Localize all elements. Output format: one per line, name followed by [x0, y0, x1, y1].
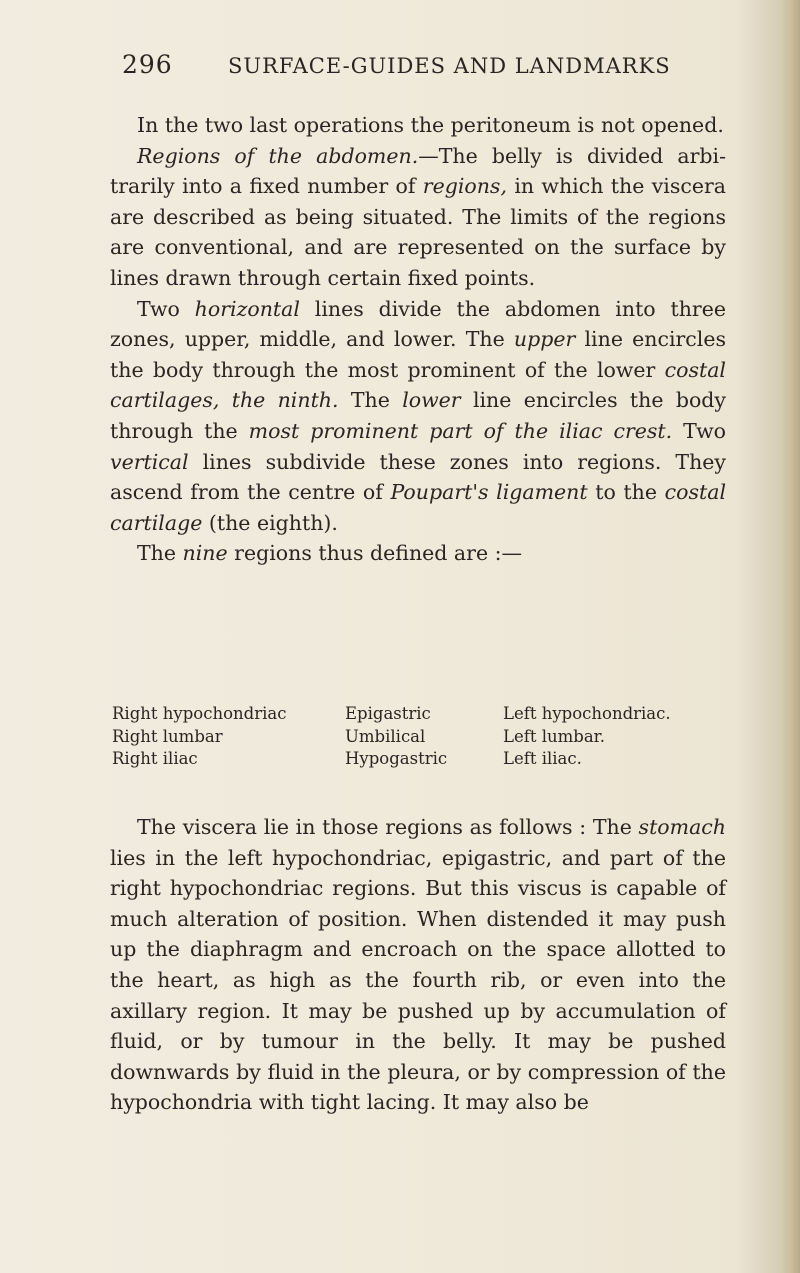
text-run: lines subdivide these zones into regions. They ascend from the centre of	[110, 449, 726, 505]
region-name: Left lumbar.	[503, 726, 605, 746]
regions-row	[112, 703, 728, 726]
regions-table	[112, 703, 728, 771]
region-name: Right hypochondriac	[112, 704, 287, 723]
region-name: Left hypochondriac.	[503, 704, 671, 723]
text-run: Two	[137, 296, 195, 321]
page-header	[122, 50, 682, 90]
paragraph	[110, 110, 726, 141]
text-run: Two	[672, 418, 726, 443]
paragraph	[110, 538, 726, 569]
text-run: lines divide the abdomen into three zones, upper, middle, and lower. The	[110, 296, 726, 352]
italic-phrase: stomach	[638, 815, 726, 839]
text-run: The	[338, 388, 403, 413]
paragraph	[110, 141, 726, 294]
italic-phrase: vertical	[110, 449, 189, 474]
italic-phrase: nine	[182, 541, 228, 566]
italic-phrase: lower	[402, 388, 461, 413]
region-name: Right lumbar	[112, 726, 223, 746]
text-run: The	[137, 541, 183, 566]
region-name: Right iliac	[112, 749, 198, 768]
text-run: (the eighth).	[202, 510, 338, 535]
page-number: 296	[122, 50, 173, 79]
text-run: regions thus defined are :—	[227, 541, 523, 566]
regions-row	[112, 726, 728, 749]
italic-phrase: Poupart's ligament	[390, 480, 588, 505]
running-title: SURFACE-GUIDES AND LANDMARKS	[228, 54, 671, 78]
region-name: Umbilical	[345, 726, 426, 746]
region-name: Epigastric	[345, 704, 431, 723]
italic-phrase: horizontal	[194, 296, 300, 321]
italic-phrase: costal cartilage	[110, 480, 727, 535]
body-text	[110, 110, 726, 569]
text-run: to the	[587, 480, 665, 505]
italic-phrase: upper	[513, 327, 576, 352]
text-run: line encircles the body through the most prominent of the lower	[110, 327, 726, 382]
paragraph	[110, 294, 726, 539]
italic-phrase: costal cartilages, the ninth.	[110, 357, 726, 413]
italic-phrase: Regions of the abdomen.	[137, 143, 419, 168]
text-run: The viscera lie in those regions as follows : The	[137, 815, 639, 839]
page-edge-shadow	[782, 0, 800, 1273]
text-run: —The belly is divided arbitrarily into a fixed number of	[110, 143, 726, 199]
paragraph	[110, 812, 726, 1118]
text-run: In the two last operations the peritoneum is not opened.	[137, 113, 724, 137]
text-run: lies in the left hypochondriac, epigastric, and part of the right hypochondriac regions. But this viscus is capable of much alteration of position. When distended it may push up the diaphragm and encroach on the space allotted to the heart, as high as the fourth rib, or even into the axillary region. It may be pushed up by accumulation of fluid, or by tumour in the belly. It may be pushed downwards by fluid in the pleura, or by compression of the hypochondria with tight lacing. It may also be	[110, 845, 726, 1115]
region-name: Hypogastric	[345, 749, 448, 768]
text-run: line encircles the body through the	[110, 388, 726, 443]
italic-phrase: most prominent part of the iliac crest.	[248, 418, 673, 443]
regions-row	[112, 748, 728, 771]
text-run: in which the viscera are described as being situated. The limits of the regions are conventional, and are represented on the surface by lines drawn through certain fixed points.	[110, 174, 726, 290]
italic-phrase: regions,	[422, 174, 507, 199]
region-name: Left iliac.	[503, 749, 582, 768]
body-text-continued	[110, 812, 726, 1118]
